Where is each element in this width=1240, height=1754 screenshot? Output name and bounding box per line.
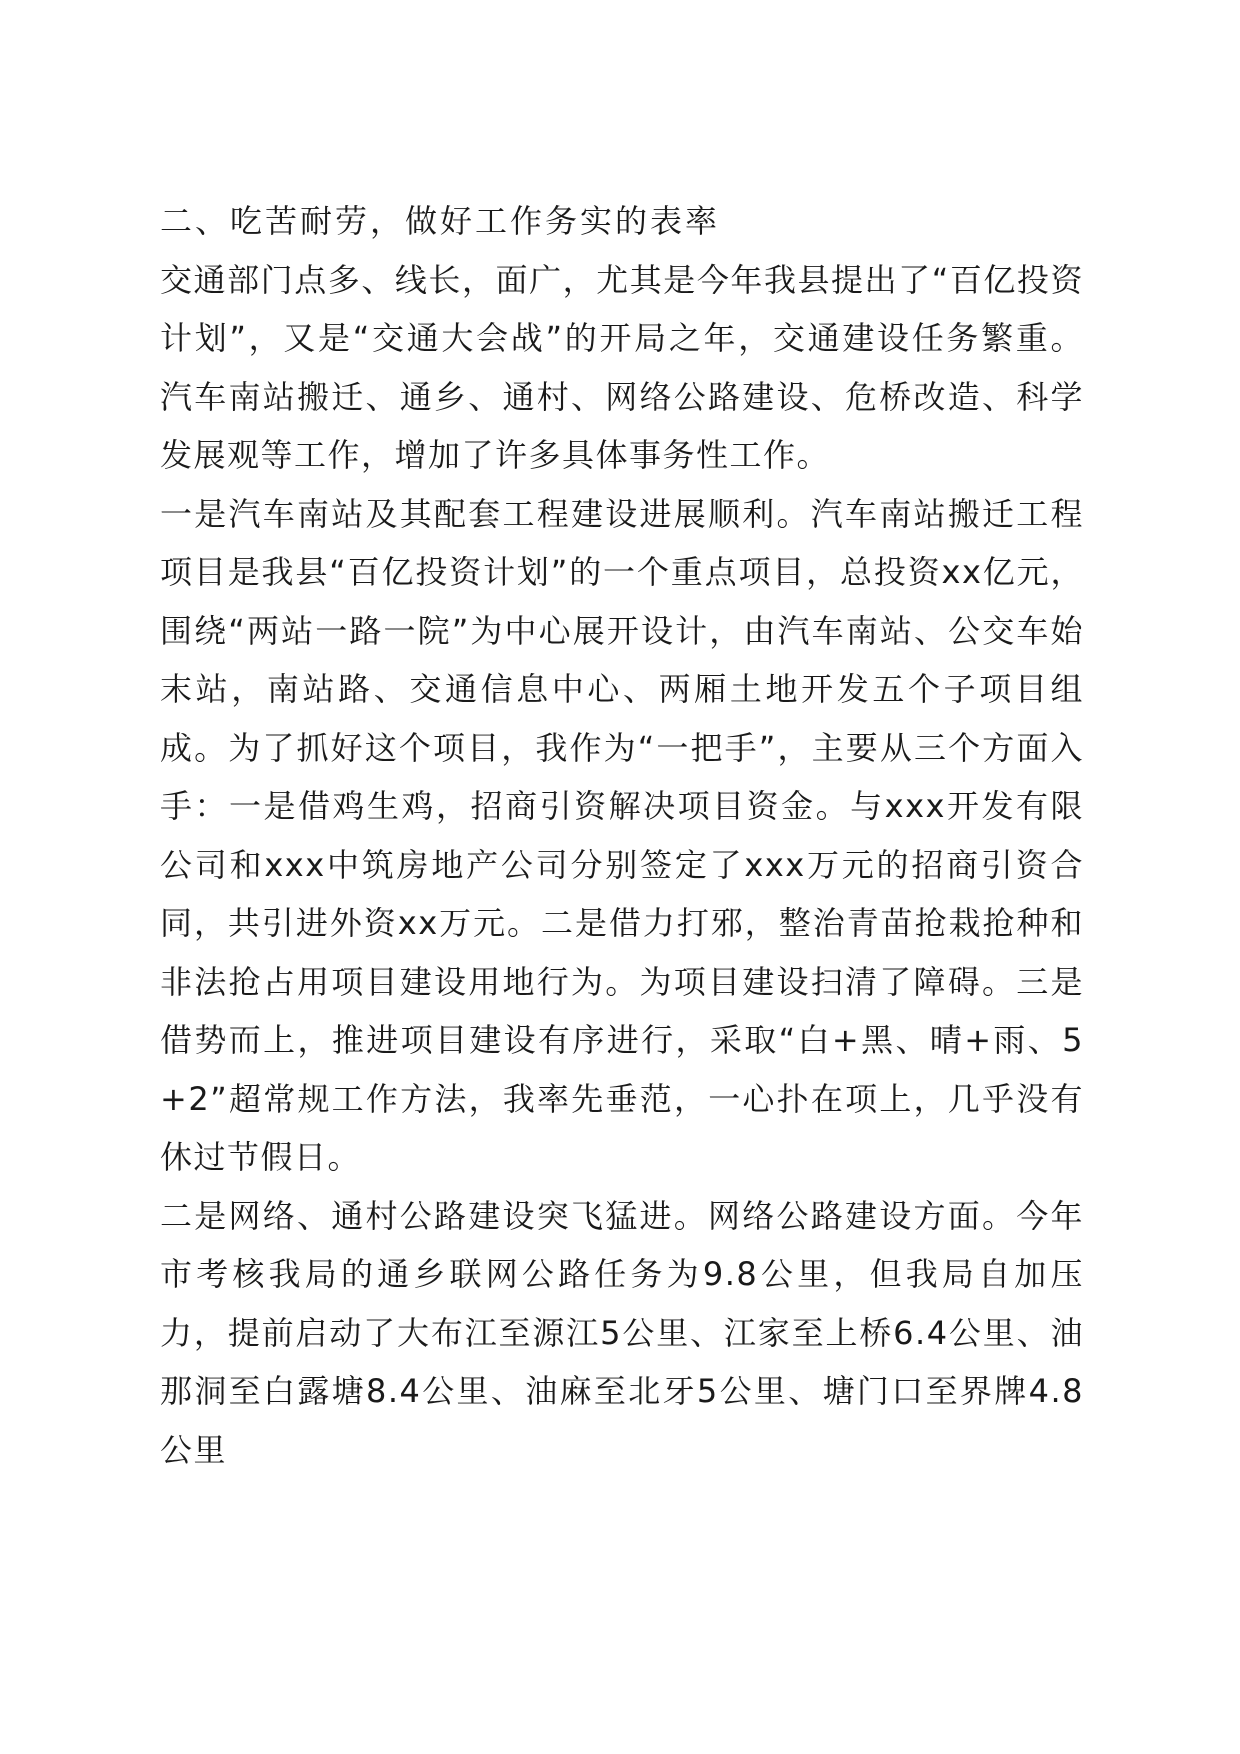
section-heading: 二、吃苦耐劳，做好工作务实的表率 — [160, 202, 721, 240]
paragraph-overview: 交通部门点多、线长，面广，尤其是今年我县提出了“百亿投资计划”，又是“交通大会战”的开局之年，交通建设任务繁重。汽车南站搬迁、通乡、通村、网络公路建设、危桥改造、科学发展观等工作，增加了许多具体事务性工作。 — [160, 260, 1084, 474]
document-body — [160, 192, 1084, 1479]
paragraph-road-construction: 二是网络、通村公路建设突飞猛进。网络公路建设方面。今年市考核我局的通乡联网公路任务为9.8公里，但我局自加压力，提前启动了大布江至源江5公里、江家至上桥6.4公里、油那洞至白露塘8.4公里、油麻至北牙5公里、塘门口至界牌4.8公里 — [160, 1196, 1084, 1469]
paragraph-south-station: 一是汽车南站及其配套工程建设进展顺利。汽车南站搬迁工程项目是我县“百亿投资计划”的一个重点项目，总投资xx亿元，围绕“两站一路一院”为中心展开设计，由汽车南站、公交车始末站，南站路、交通信息中心、两厢土地开发五个子项目组成。为了抓好这个项目，我作为“一把手”，主要从三个方面入手：一是借鸡生鸡，招商引资解决项目资金。与xxx开发有限公司和xxx中筑房地产公司分别签定了xxx万元的招商引资合同，共引进外资xx万元。二是借力打邪，整治青苗抢栽抢种和非法抢占用项目建设用地行为。为项目建设扫清了障碍。三是借势而上，推进项目建设有序进行，采取“白+黑、晴+雨、5+2”超常规工作方法，我率先垂范，一心扑在项上，几乎没有休过节假日。 — [160, 494, 1084, 1176]
